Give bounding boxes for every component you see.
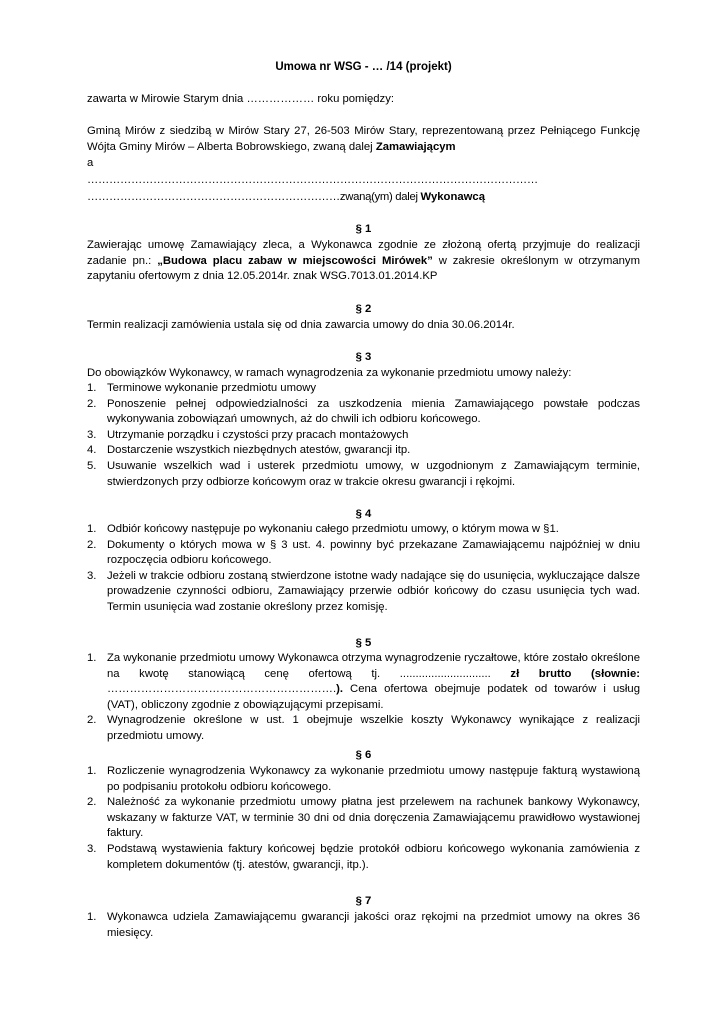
section-7-heading: § 7 xyxy=(355,895,372,907)
section-4-list xyxy=(87,522,640,616)
section-6-heading: § 6 xyxy=(355,749,372,761)
list-number: 1. xyxy=(87,523,97,535)
party-zamawiajacy-text: Gminą Mirów z siedzibą w Mirów Stary 27, 26-503 Mirów Stary, reprezentowaną przez Pełniącego Funkcję Wójta Gminy Mirów – Alberta Bobrowskiego, zwaną dalej xyxy=(87,125,640,153)
list-text: Jeżeli w trakcie odbioru zostaną stwierdzone istotne wady nadające się do usunięcia, wykluczające dalsze prowadzenie czynności odbioru, Zamawiający przerwie odbiór końcowy do czasu usunięcia tych wad. Termin usunięcia wad zostanie określony przez komisję. xyxy=(107,569,640,613)
section-1-text-after: w zakresie określonym w otrzymanym zapytaniu ofertowym z dnia 12.05.2014r. znak WSG.7013.01.2014.KP xyxy=(87,254,640,283)
list-item xyxy=(87,795,640,842)
list-text: Rozliczenie wynagrodzenia Wykonawcy za wykonanie przedmiotu umowy następuje fakturą wystawioną po podpisaniu protokołu odbioru końcowego. xyxy=(107,765,640,793)
list-text: Podstawą wystawienia faktury końcowej będzie protokół odbioru końcowego wykonania zamówienia z kompletem dokumentów (tj. atestów, gwarancji, itp.). xyxy=(107,842,640,871)
section-3-lead: Do obowiązków Wykonawcy, w ramach wynagrodzenia za wykonanie przedmiotu umowy należy: xyxy=(87,367,572,379)
list-number: 2. xyxy=(87,796,97,809)
list-item xyxy=(87,459,640,490)
page-title: Umowa nr WSG - … /14 (projekt) xyxy=(275,61,452,73)
list-text: Należność za wykonanie przedmiotu umowy płatna jest przelewem na rachunek bankowy Wykonawcy, wskazany w fakturze VAT, w terminie 30 dni od dnia doręczenia Zamawiającemu prawidłowo wystawionej faktury. xyxy=(107,796,640,840)
list-item xyxy=(87,842,640,873)
list-text: Terminowe wykonanie przedmiotu umowy xyxy=(107,382,317,394)
section-6-list xyxy=(87,764,640,873)
section-2-text: Termin realizacji zamówienia ustala się od dnia zawarcia umowy do dnia 30.06.2014r. xyxy=(87,319,515,331)
party-zamawiajacy-role: Zamawiającym xyxy=(375,140,456,153)
list-text: Ponoszenie pełnej odpowiedzialności za uszkodzenia mienia Zamawiającego powstałe podczas wykonywania zobowiązań umownych, aż do chwili ich odbioru końcowego. xyxy=(107,397,640,426)
list-number: 2. xyxy=(87,714,97,727)
price-close: ). xyxy=(336,683,343,696)
list-text: Wykonawca udziela Zamawiającemu gwarancji jakości oraz rękojmi na przedmiot umowy na okres 36 miesięcy. xyxy=(107,911,640,939)
section-1-heading: § 1 xyxy=(355,223,372,235)
list-number: 1. xyxy=(87,652,97,664)
conjunction: a xyxy=(87,157,94,169)
price-label: zł brutto (słownie: xyxy=(510,667,640,680)
party-zamawiajacy xyxy=(87,124,640,155)
list-item xyxy=(87,910,640,941)
list-item xyxy=(87,381,640,397)
list-item xyxy=(87,764,640,795)
party-wykonawca-role: Wykonawcą xyxy=(420,191,485,203)
section-3-list xyxy=(87,381,640,490)
section-1-text xyxy=(87,238,640,285)
party-wykonawca-line1: …………………………………………………………………………………………………………… xyxy=(87,174,538,186)
list-item xyxy=(87,428,640,444)
list-text: Za wykonanie przedmiotu umowy Wykonawca otrzyma wynagrodzenie ryczałtowe, które zostało określone na kwotę stanowiącą cenę ofertową tj. ............................. xyxy=(107,652,640,680)
list-text: Wynagrodzenie określone w ust. 1 obejmuje wszelkie koszty Wykonawcy wynikające z realizacji przedmiotu umowy. xyxy=(107,714,640,742)
list-number: 1. xyxy=(87,765,97,777)
list-text: Dokumenty o których mowa w § 3 ust. 4. powinny być przekazane Zamawiającemu najpóźniej w dniu rozpoczęcia odbioru końcowego. xyxy=(107,538,640,567)
section-5-list xyxy=(87,651,640,745)
list-item xyxy=(87,569,640,616)
list-item xyxy=(87,651,640,713)
list-number: 4. xyxy=(87,444,97,457)
list-number: 2. xyxy=(87,397,97,410)
list-item xyxy=(87,522,640,538)
party-wykonawca-line2 xyxy=(87,190,640,206)
list-number: 1. xyxy=(87,911,97,923)
list-number: 3. xyxy=(87,842,97,855)
list-text: Odbiór końcowy następuje po wykonaniu całego przedmiotu umowy, o którym mowa w §1. xyxy=(107,523,559,535)
list-text: Dostarczenie wszystkich niezbędnych atestów, gwarancji itp. xyxy=(107,444,411,457)
party-wykonawca-blank: ……………………………………………………………zwaną(ym) dalej xyxy=(87,191,421,203)
section-7-list xyxy=(87,910,640,941)
list-item xyxy=(87,713,640,744)
list-number: 3. xyxy=(87,428,97,441)
section-5-heading: § 5 xyxy=(355,637,372,649)
section-1-text-before: Zawierając umowę Zamawiający zleca, a Wykonawca zgodnie ze złożoną ofertą przyjmuje do realizacji zadanie pn.: xyxy=(87,239,640,267)
section-3-heading: § 3 xyxy=(355,351,372,363)
section-4-heading: § 4 xyxy=(355,508,372,520)
section-2-heading: § 2 xyxy=(355,303,372,315)
list-item xyxy=(87,397,640,428)
list-number: 2. xyxy=(87,538,97,551)
list-item xyxy=(87,538,640,569)
list-number: 5. xyxy=(87,459,97,472)
list-text-cont: Cena ofertowa obejmuje podatek od towarów i usług (VAT), obliczony zgodnie z obowiązującymi przepisami. xyxy=(107,683,640,711)
list-item xyxy=(87,443,640,459)
list-text: Utrzymanie porządku i czystości przy pracach montażowych xyxy=(107,428,409,441)
price-words-blank: ……………………………………………………. xyxy=(107,683,337,696)
intro-line: zawarta w Mirowie Starym dnia ……………… roku pomiędzy: xyxy=(87,93,394,105)
section-1-task-name: „Budowa placu zabaw w miejscowości Mirówek” xyxy=(157,254,433,267)
list-text: Usuwanie wszelkich wad i usterek przedmiotu umowy, w uzgodnionym z Zamawiającym terminie, stwierdzonych przy odbiorze końcowym oraz w trakcie okresu gwarancji i rękojmi. xyxy=(107,459,640,488)
list-number: 1. xyxy=(87,382,97,394)
list-number: 3. xyxy=(87,569,97,582)
